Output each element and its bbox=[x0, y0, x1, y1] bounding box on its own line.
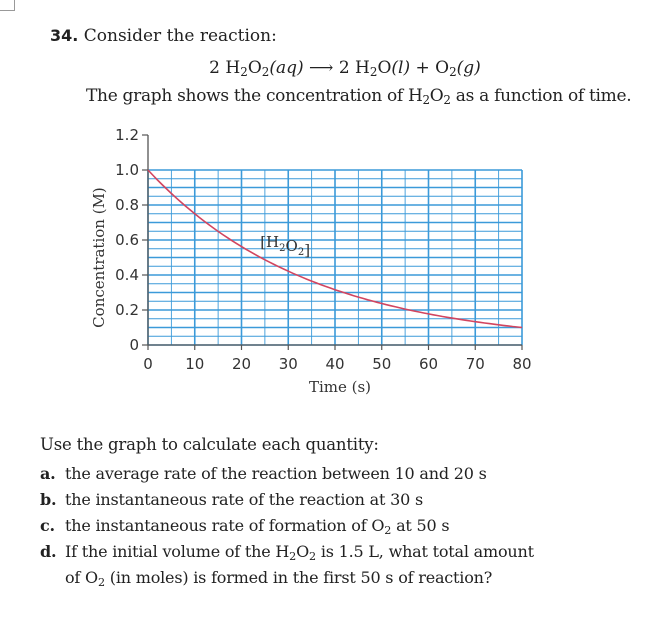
item-formula: $O_2$ bbox=[371, 516, 392, 537]
intro-formula: $H_2O_2$ bbox=[407, 86, 451, 107]
x-tick-label: 40 bbox=[325, 355, 345, 373]
y-axis-title: Concentration (M) bbox=[90, 187, 108, 328]
reaction-equation bbox=[0, 58, 660, 78]
item-text: is 1.5 L, what total amount bbox=[320, 542, 534, 561]
y-tick-label: 1.2 bbox=[115, 126, 139, 144]
item-text: the instantaneous rate of the reaction at 30 s bbox=[65, 490, 423, 509]
x-tick-label: 80 bbox=[512, 355, 532, 373]
item-letter: b. bbox=[40, 490, 57, 509]
concentration-chart bbox=[0, 115, 660, 415]
x-tick-label: 50 bbox=[372, 355, 392, 373]
reactant-formula: $H_2O_2$ bbox=[225, 58, 270, 79]
item-letter: c. bbox=[40, 516, 55, 535]
intro-sentence bbox=[86, 86, 631, 106]
intro-text: The graph shows the concentration of bbox=[86, 86, 403, 106]
y-tick-label: 1.0 bbox=[115, 161, 139, 179]
chart-grid bbox=[148, 170, 522, 345]
y-tick-label: 0.4 bbox=[115, 266, 139, 284]
x-tick-label: 10 bbox=[185, 355, 205, 373]
product2-state: (g) bbox=[456, 58, 481, 78]
reaction-arrow: ⟶ bbox=[309, 58, 334, 78]
question-list bbox=[40, 432, 534, 591]
x-tick-label: 60 bbox=[418, 355, 439, 373]
product1-coefficient: 2 bbox=[338, 58, 356, 78]
question-item-d bbox=[40, 539, 534, 565]
item-letter: a. bbox=[40, 464, 56, 483]
reactant-state: (aq) bbox=[269, 58, 304, 78]
plus-sign: + bbox=[415, 58, 430, 78]
question-item-b bbox=[40, 487, 534, 513]
y-tick-label: 0.2 bbox=[115, 301, 139, 319]
question-item-c bbox=[40, 513, 534, 539]
question-number: 34. bbox=[50, 26, 79, 45]
item-text: (in moles) is formed in the first 50 s of reaction? bbox=[109, 568, 493, 587]
item-letter: d. bbox=[40, 542, 57, 561]
question-lead: Use the graph to calculate each quantity: bbox=[40, 435, 379, 454]
intro-suffix: as a function of time. bbox=[455, 86, 632, 106]
series-label: $[H_2O_2]$ bbox=[260, 233, 311, 259]
x-tick-label: 70 bbox=[465, 355, 485, 373]
question-heading-text: Consider the reaction: bbox=[83, 26, 277, 46]
question-heading bbox=[50, 26, 277, 46]
y-tick-label: 0.6 bbox=[115, 231, 139, 249]
x-tick-label: 0 bbox=[143, 355, 153, 373]
x-axis-title: Time (s) bbox=[308, 378, 372, 396]
y-tick-label: 0 bbox=[129, 336, 139, 354]
product1-formula: $H_2O$ bbox=[355, 58, 392, 79]
product2-formula: $O_2$ bbox=[435, 58, 457, 79]
reactant-coefficient: 2 bbox=[209, 58, 226, 78]
item-text: the instantaneous rate of formation of bbox=[65, 516, 367, 535]
item-text: at 50 s bbox=[396, 516, 450, 535]
y-tick-label: 0.8 bbox=[115, 196, 139, 214]
x-tick-label: 20 bbox=[231, 355, 252, 373]
question-item-d-continued bbox=[40, 565, 534, 591]
product1-state: (l) bbox=[391, 58, 411, 78]
question-item-a bbox=[40, 461, 534, 487]
item-formula: $O_2$ bbox=[85, 568, 105, 589]
item-text: the average rate of the reaction between 10 and 20 s bbox=[65, 464, 487, 483]
item-text: of bbox=[65, 568, 81, 587]
item-formula: $H_2O_2$ bbox=[275, 542, 316, 563]
item-text: If the initial volume of the bbox=[65, 542, 271, 561]
corner-mark bbox=[0, 0, 15, 11]
x-tick-label: 30 bbox=[278, 355, 298, 373]
